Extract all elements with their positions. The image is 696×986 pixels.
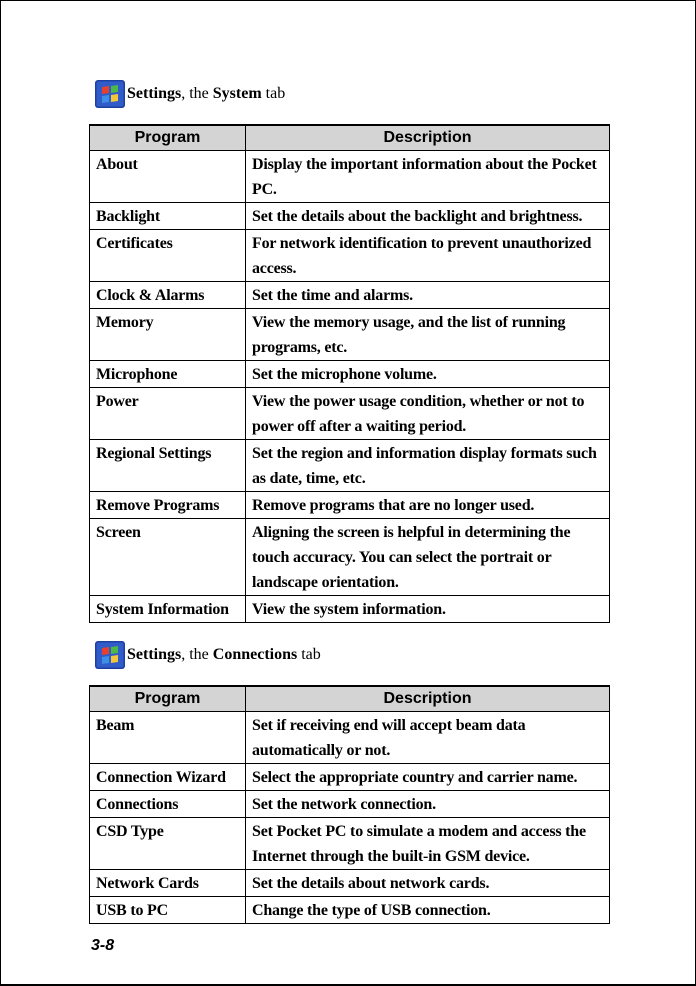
table-row: [90, 519, 610, 596]
program-cell: CSD Type: [90, 818, 246, 870]
description-cell: Change the type of USB connection.: [246, 897, 610, 924]
program-cell: Power: [90, 388, 246, 440]
table-row: [90, 440, 610, 492]
description-cell: Set if receiving end will accept beam data automatically or not.: [246, 712, 610, 764]
description-cell: Set the network connection.: [246, 791, 610, 818]
description-cell: Display the important information about the Pocket PC.: [246, 151, 610, 203]
description-cell: Set Pocket PC to simulate a modem and access the Internet through the built-in GSM device.: [246, 818, 610, 870]
table-row: [90, 897, 610, 924]
program-cell: Network Cards: [90, 870, 246, 897]
system-tab-heading: Settings, the System tab: [95, 79, 285, 109]
program-cell: Screen: [90, 519, 246, 596]
table-row: [90, 818, 610, 870]
description-cell: Set the details about network cards.: [246, 870, 610, 897]
program-cell: About: [90, 151, 246, 203]
description-cell: View the system information.: [246, 596, 610, 623]
system-tab-table: [89, 124, 610, 623]
program-cell: Memory: [90, 309, 246, 361]
program-cell: Remove Programs: [90, 492, 246, 519]
table-row: [90, 596, 610, 623]
program-cell: System Information: [90, 596, 246, 623]
table-row: [90, 282, 610, 309]
description-cell: View the power usage condition, whether or not to power off after a waiting period.: [246, 388, 610, 440]
column-header-program: Program: [90, 125, 246, 151]
page-number: 3-8: [91, 937, 115, 954]
table-row: [90, 309, 610, 361]
table-header-row: [90, 125, 610, 151]
table-row: [90, 764, 610, 791]
description-cell: Set the region and information display formats such as date, time, etc.: [246, 440, 610, 492]
table-row: [90, 870, 610, 897]
description-cell: Set the microphone volume.: [246, 361, 610, 388]
table-row: [90, 791, 610, 818]
program-cell: Regional Settings: [90, 440, 246, 492]
table-row: [90, 361, 610, 388]
connections-tab-table: [89, 685, 610, 924]
program-cell: Certificates: [90, 230, 246, 282]
description-cell: View the memory usage, and the list of running programs, etc.: [246, 309, 610, 361]
description-cell: Remove programs that are no longer used.: [246, 492, 610, 519]
windows-start-icon: [95, 80, 125, 108]
table-row: [90, 203, 610, 230]
program-cell: Connections: [90, 791, 246, 818]
column-header-program: Program: [90, 686, 246, 712]
column-header-description: Description: [246, 125, 610, 151]
column-header-description: Description: [246, 686, 610, 712]
table-row: [90, 230, 610, 282]
description-cell: Aligning the screen is helpful in determining the touch accuracy. You can select the portrait or landscape orientation.: [246, 519, 610, 596]
program-cell: Microphone: [90, 361, 246, 388]
description-cell: Set the time and alarms.: [246, 282, 610, 309]
program-cell: USB to PC: [90, 897, 246, 924]
program-cell: Clock & Alarms: [90, 282, 246, 309]
program-cell: Beam: [90, 712, 246, 764]
description-cell: Select the appropriate country and carrier name.: [246, 764, 610, 791]
table-row: [90, 151, 610, 203]
program-cell: Connection Wizard: [90, 764, 246, 791]
table-header-row: [90, 686, 610, 712]
program-cell: Backlight: [90, 203, 246, 230]
table-row: [90, 492, 610, 519]
table-row: [90, 388, 610, 440]
description-cell: For network identification to prevent unauthorized access.: [246, 230, 610, 282]
description-cell: Set the details about the backlight and brightness.: [246, 203, 610, 230]
table-row: [90, 712, 610, 764]
connections-tab-heading: Settings, the Connections tab: [95, 640, 321, 670]
windows-start-icon: [95, 641, 125, 669]
